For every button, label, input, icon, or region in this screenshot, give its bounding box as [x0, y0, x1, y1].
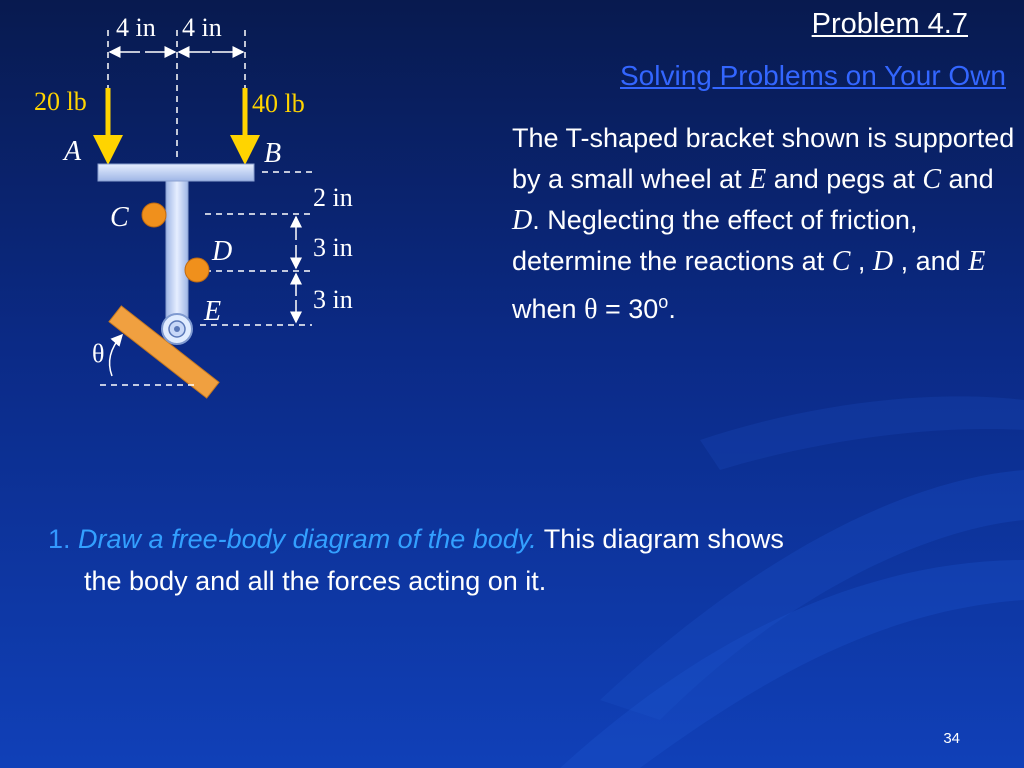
- slide-title: Problem 4.7: [811, 8, 968, 40]
- subtitle-link[interactable]: Solving Problems on Your Own: [620, 60, 1006, 91]
- dim-label-top-left: 4 in: [116, 13, 156, 42]
- var-c: C: [831, 246, 851, 277]
- point-label-d: D: [212, 236, 233, 267]
- angle-arc: [110, 335, 122, 376]
- dim-label-3in-upper: 3 in: [313, 233, 353, 262]
- point-label-a: A: [64, 136, 82, 167]
- problem-text-part: .: [668, 294, 676, 324]
- problem-text-part: The T-shaped bracket shown is supported by a small wheel at: [512, 123, 1015, 194]
- step-text-continued: the body and all the forces acting on it.: [84, 566, 547, 596]
- step-1: [48, 518, 998, 602]
- var-d: D: [512, 205, 533, 236]
- page-number: 34: [943, 730, 960, 747]
- angle-label-theta: θ: [92, 339, 105, 368]
- problem-text-part: and: [941, 164, 994, 194]
- problem-statement: [512, 118, 1022, 330]
- peg-c: [142, 203, 166, 227]
- point-label-b: B: [264, 138, 282, 169]
- theta-symbol: θ: [584, 294, 598, 325]
- dim-label-top-right: 4 in: [182, 13, 222, 42]
- bracket-diagram: [0, 0, 500, 420]
- wheel-e-axle: [174, 326, 180, 332]
- var-c: C: [922, 164, 942, 195]
- step-number: 1.: [48, 524, 71, 554]
- bracket-crossbar: [98, 164, 254, 181]
- bracket-stem: [166, 181, 188, 321]
- problem-text-part: , and: [893, 246, 969, 276]
- var-e: E: [749, 164, 767, 195]
- peg-d: [185, 258, 209, 282]
- problem-text-part: when: [512, 294, 585, 324]
- step-text: This diagram shows: [536, 524, 784, 554]
- problem-text-part: ,: [850, 246, 873, 276]
- var-d: D: [872, 246, 894, 277]
- problem-text-part: and pegs at: [766, 164, 923, 194]
- problem-text-part: . Neglecting the effect of friction, determine the reactions at: [512, 205, 918, 276]
- force-label-20lb: 20 lb: [34, 87, 87, 116]
- degree-symbol: o: [658, 292, 669, 312]
- dim-label-2in: 2 in: [313, 183, 353, 212]
- var-e: E: [968, 246, 986, 277]
- step-emphasis: Draw a free-body diagram of the body.: [78, 524, 537, 554]
- point-label-c: C: [110, 202, 129, 233]
- dim-label-3in-lower: 3 in: [313, 285, 353, 314]
- problem-text-part: = 30: [597, 294, 659, 324]
- point-label-e: E: [204, 296, 222, 327]
- force-label-40lb: 40 lb: [252, 89, 305, 118]
